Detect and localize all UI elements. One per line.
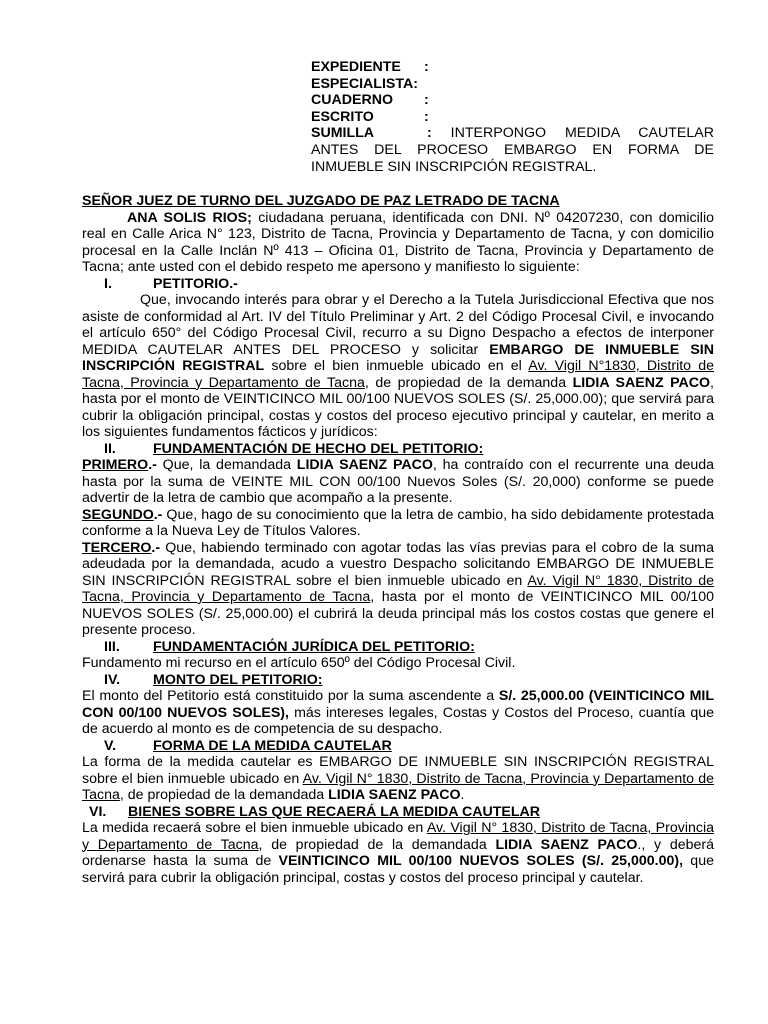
cuaderno-colon: : [424, 92, 429, 109]
section-heading-6 [82, 804, 714, 821]
segundo-label: SEGUNDO [82, 506, 154, 523]
section-heading-1 [82, 276, 714, 293]
petitorio-text-4: , hasta por el monto de VEINTICINCO MIL 00/100 NUEVOS SOLES (S/. 25,000.00); que servirá para cubrir la obligación principal, costas y costos del proceso ejecutivo principal y cautelar, en merito a los siguientes fundamentos fácticos y jurídicos: [82, 374, 714, 440]
addressee [82, 193, 714, 210]
escrito-row [311, 109, 714, 126]
cuaderno-label: CUADERNO [311, 92, 393, 109]
petitorio-bold-1: EMBARGO DE INMUEBLE SIN INSCRIPCIÓN REGISTRAL [82, 341, 714, 374]
forma-text-2: , de propiedad de la demandada [119, 787, 329, 803]
section-number: V. [104, 737, 117, 754]
petitorio-text-2: sobre el bien inmueble ubicado en el [264, 358, 529, 374]
tercero-label: TERCERO [82, 539, 152, 556]
document-body [82, 193, 714, 886]
section-title: FORMA DE LA MEDIDA CAUTELAR [153, 737, 392, 754]
bienes-address: Av. Vigil N° 1830, Distrito de Tacna, Provincia y Departamento de Tacna [82, 820, 714, 853]
addressee-text: SEÑOR JUEZ DE TURNO DEL JUZGADO DE PAZ LETRADO DE TACNA [82, 193, 560, 209]
section-number: I. [104, 275, 112, 292]
tercero-paragraph [82, 540, 714, 639]
escrito-colon: : [424, 108, 429, 125]
forma-paragraph [82, 754, 714, 804]
section-number: IV. [104, 671, 121, 688]
forma-address: Av. Vigil N° 1830, Distrito de Tacna, Provincia y Departamento de Tacna [82, 770, 714, 803]
section-title: FUNDAMENTACIÓN JURÍDICA DEL PETITORIO: [153, 638, 475, 655]
cuaderno-row [311, 92, 714, 109]
petitorio-paragraph [82, 292, 714, 441]
petitorio-text-3: , de propiedad de la demanda [364, 374, 573, 391]
case-header [311, 59, 714, 175]
section-title: MONTO DEL PETITORIO: [153, 671, 323, 688]
tercero-text-1: Que, habiendo terminado con agotar todas las vías previas para el cobro de la suma adeudada por la demandada, acudo a vuestro Despacho solicitando EMBARGO DE INMUEBLE SIN INSCRIPCIÓN REGISTRAL sobre el bien inmueble ubicado en [82, 539, 714, 589]
sumilla-text: INTERPONGO MEDIDA CAUTELAR ANTES DEL PROCESO EMBARGO EN FORMA DE INMUEBLE SIN INSCRIPCIÓN REGISTRAL. [311, 125, 714, 175]
petitioner-name: ANA SOLIS RIOS; [127, 209, 252, 226]
bienes-paragraph [82, 820, 714, 886]
section-number: III. [104, 638, 120, 655]
monto-bold: S/. 25,000.00 (VEINTICINCO MIL CON 00/100 NUEVOS SOLES), [82, 688, 715, 721]
section-title: FUNDAMENTACIÓN DE HECHO DEL PETITORIO: [153, 440, 484, 457]
section-heading-2 [82, 441, 714, 458]
sumilla-label: SUMILLA [311, 125, 375, 142]
intro-text: ciudadana peruana, identificada con DNI. Nº 04207230, con domicilio real en Calle Arica N° 123, Distrito de Tacna, Provincia y Departamento de Tacna, y con domicilio procesal en la Calle Inclán Nº 413 – Oficina 01, Distrito de Tacna, Provincia y Departamento de Tacna; ante usted con el debido respeto me apersono y manifiesto lo siguiente: [82, 209, 715, 275]
primero-sep: .- [148, 457, 157, 473]
sumilla-colon: : [427, 125, 432, 142]
forma-text-3: . [460, 787, 465, 803]
expediente-colon: : [424, 59, 429, 75]
bienes-text-4: que servirá para cubrir la obligación principal, costas y costos del proceso principal y cautelar. [82, 853, 714, 886]
segundo-sep: .- [153, 506, 163, 523]
forma-bold: LIDIA SAENZ PACO [328, 787, 461, 803]
tercero-address: Av. Vigil N° 1830, Distrito de Tacna, Provincia y Departamento de Tacna [82, 572, 715, 605]
section-heading-4 [82, 672, 714, 689]
expediente-row [311, 59, 714, 76]
primero-text-2: , ha contraído con el recurrente una deuda hasta por la suma de VEINTE MIL CON 00/100 Nuevos Soles (S/. 20,000) conforme se puede advertir de la letra de cambio que acompaño a la presente. [82, 457, 715, 506]
bienes-text-2: , de propiedad de la demandada [258, 836, 496, 853]
section-title: BIENES SOBRE LAS QUE RECAERÁ LA MEDIDA CAUTELAR [128, 803, 540, 820]
forma-text-1: La forma de la medida cautelar es EMBARGO DE INMUEBLE SIN INSCRIPCIÓN REGISTRAL sobre el bien inmueble ubicado en [82, 754, 714, 787]
segundo-paragraph [82, 507, 714, 540]
primero-bold: LIDIA SAENZ PACO [296, 457, 433, 473]
monto-text-2: más intereses legales, Costas y Costos del Proceso, cuantía que de acuerdo al monto es de competencia de su despacho. [82, 704, 714, 737]
monto-text-1: El monto del Petitorio está constituido por la suma ascendente a [82, 688, 499, 704]
section-number: VI. [89, 803, 107, 820]
bienes-text-1: La medida recaerá sobre el bien inmueble ubicado en [82, 820, 427, 836]
bienes-bold-2: VEINTICINCO MIL 00/100 NUEVOS SOLES (S/. 25,000.00), [278, 853, 684, 869]
tercero-sep: .- [151, 539, 161, 556]
juridica-paragraph [82, 655, 714, 672]
especialista-row [311, 76, 714, 93]
petitorio-bold-2: LIDIA SAENZ PACO [572, 374, 711, 391]
primero-paragraph [82, 457, 714, 507]
bienes-text-3: ., y deberá ordenarse hasta la suma de [82, 836, 714, 869]
segundo-text: Que, hago de su conocimiento que la letra de cambio, ha sido debidamente protestada conforme a la Nueva Ley de Títulos Valores. [82, 506, 714, 539]
expediente-label: EXPEDIENTE [311, 59, 401, 75]
primero-label: PRIMERO [82, 457, 149, 473]
petitorio-text-1: Que, invocando interés para obrar y el Derecho a la Tutela Jurisdiccional Efectiva que nos asiste de conformidad al Art. IV del Título Preliminar y Art. 2 del Código Procesal Civil, e invocando el artículo 650° del Código Procesal Civil, recurro a su Digno Despacho a efectos de interponer MEDIDA CAUTELAR ANTES DEL PROCESO y solicitar [82, 292, 714, 358]
section-heading-3 [82, 639, 714, 656]
escrito-label: ESCRITO [311, 108, 374, 125]
sumilla-block [311, 125, 714, 175]
section-number: II. [104, 440, 116, 457]
primero-text-1: Que, la demandada [156, 457, 297, 473]
juridica-text: Fundamento mi recurso en el artículo 650º del Código Procesal Civil. [82, 655, 516, 671]
petitorio-address: Av. Vigil N°1830, Distrito de Tacna, Provincia y Departamento de Tacna [82, 358, 715, 391]
section-heading-5 [82, 738, 714, 755]
especialista-label: ESPECIALISTA: [311, 75, 418, 92]
tercero-text-2: , hasta por el monto de VEINTICINCO MIL 00/100 NUEVOS SOLES (S/. 25,000.00) el cubrirá la deuda principal más los costos costas que genere el presente proceso. [82, 589, 714, 638]
monto-paragraph [82, 688, 714, 738]
intro-paragraph [82, 210, 714, 276]
section-title: PETITORIO.- [153, 275, 238, 292]
bienes-bold-1: LIDIA SAENZ PACO [495, 836, 638, 853]
